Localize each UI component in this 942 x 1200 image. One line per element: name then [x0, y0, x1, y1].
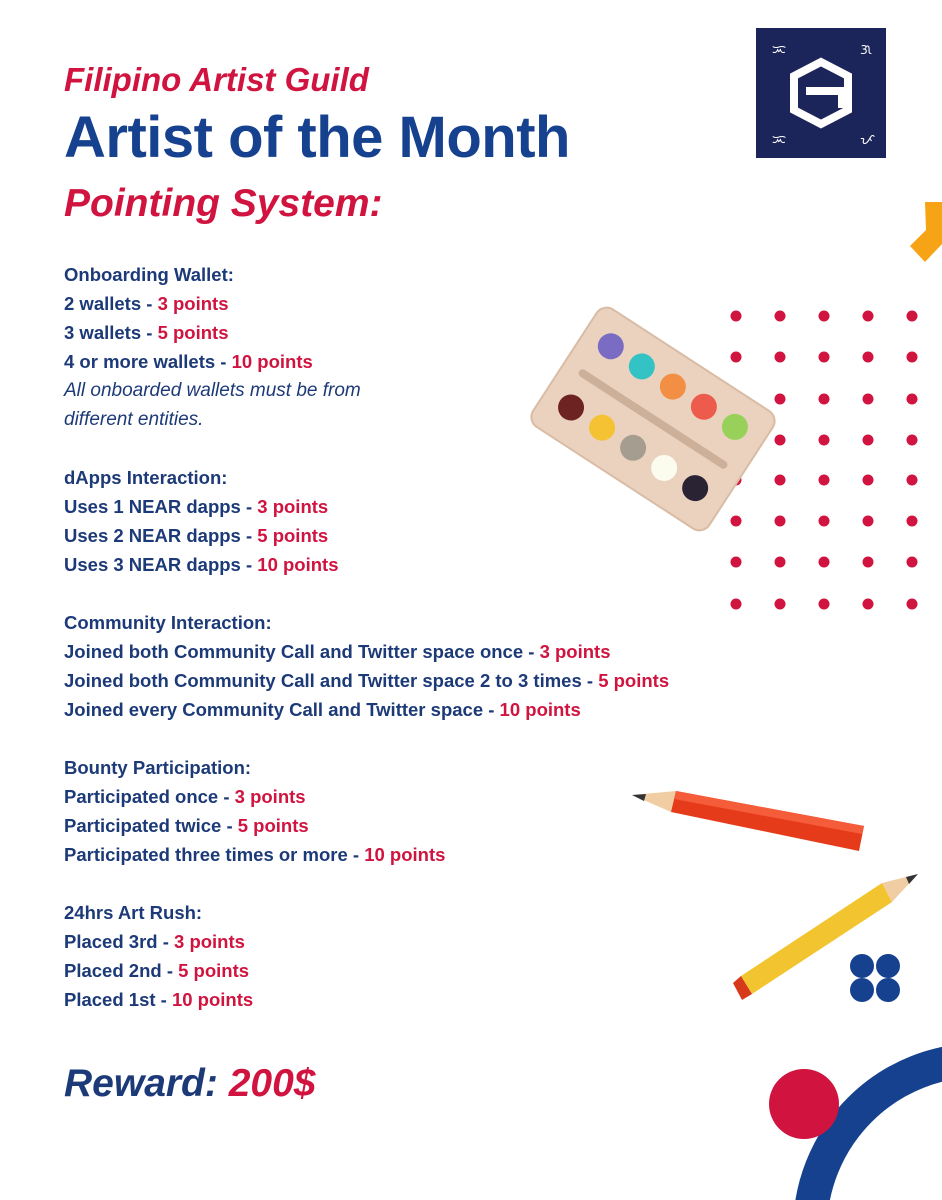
- decorative-dot: [863, 311, 874, 322]
- item-points: 3 points: [539, 641, 611, 662]
- item-label: Placed 3rd -: [64, 931, 175, 952]
- section-heading: Bounty Participation:: [64, 757, 252, 778]
- list-item: [64, 550, 824, 579]
- point-sections: [64, 260, 824, 1043]
- item-label: Joined every Community Call and Twitter space -: [64, 699, 500, 720]
- item-label: Participated once -: [64, 786, 235, 807]
- decorative-dot: [863, 475, 874, 486]
- item-label: Placed 1st -: [64, 989, 172, 1010]
- item-points: 5 points: [178, 960, 250, 981]
- decorative-dot: [907, 352, 918, 363]
- decorative-dot: [907, 435, 918, 446]
- item-points: 10 points: [257, 554, 339, 575]
- subtitle: Pointing System:: [64, 182, 383, 225]
- item-points: 10 points: [231, 351, 313, 372]
- item-label: Joined both Community Call and Twitter space once -: [64, 641, 540, 662]
- item-points: 5 points: [598, 670, 670, 691]
- item-label: 2 wallets -: [64, 293, 158, 314]
- guild-name: Filipino Artist Guild: [64, 61, 369, 98]
- decorative-dot: [907, 394, 918, 405]
- section-community-interaction: [64, 608, 824, 724]
- section-art-rush: [64, 898, 824, 1014]
- decorative-dot: [907, 557, 918, 568]
- decorative-dot: [863, 599, 874, 610]
- item-points: 3 points: [257, 496, 329, 517]
- decorative-dot: [863, 516, 874, 527]
- list-item: [64, 637, 824, 666]
- section-heading: dApps Interaction:: [64, 467, 228, 488]
- item-points: 10 points: [171, 989, 254, 1010]
- reward-amount: 200$: [228, 1062, 316, 1105]
- item-label: Uses 3 NEAR dapps -: [64, 554, 258, 575]
- svg-text:ᜁ: ᜁ: [772, 42, 787, 58]
- list-item: [64, 695, 824, 724]
- chevron-icon: [910, 202, 942, 262]
- item-points: 5 points: [157, 322, 229, 343]
- page-title: Artist of the Month: [64, 105, 570, 170]
- reward-label: Reward:: [64, 1062, 229, 1105]
- decorative-dot: [907, 516, 918, 527]
- list-item: [64, 521, 824, 550]
- svg-text:ᜁ: ᜁ: [772, 132, 787, 148]
- section-dapps-interaction: [64, 463, 824, 579]
- decorative-dot: [907, 599, 918, 610]
- list-item: [64, 347, 824, 376]
- decorative-dot: [863, 352, 874, 363]
- item-points: 10 points: [364, 844, 446, 865]
- section-heading: 24hrs Art Rush:: [64, 902, 203, 923]
- item-points: 5 points: [257, 525, 329, 546]
- item-label: Joined both Community Call and Twitter space 2 to 3 times -: [64, 670, 599, 691]
- decorative-dot: [863, 394, 874, 405]
- list-item: [64, 318, 824, 347]
- list-item: [64, 927, 824, 956]
- reward: [64, 1062, 315, 1106]
- list-item: [64, 782, 824, 811]
- decorative-dot: [863, 557, 874, 568]
- item-points: 10 points: [499, 699, 581, 720]
- item-label: Uses 2 NEAR dapps -: [64, 525, 258, 546]
- section-onboarding-wallet: [64, 260, 824, 434]
- list-item: [64, 492, 824, 521]
- item-label: Participated twice -: [64, 815, 238, 836]
- list-item: [64, 666, 824, 695]
- red-circle-icon: [769, 1069, 839, 1139]
- item-label: Participated three times or more -: [64, 844, 365, 865]
- section-heading: Onboarding Wallet:: [64, 264, 234, 285]
- list-item: [64, 811, 824, 840]
- four-dots-icon: [850, 954, 900, 1002]
- list-item: [64, 985, 824, 1014]
- item-points: 3 points: [157, 293, 229, 314]
- decorative-dot: [907, 311, 918, 322]
- item-points: 5 points: [237, 815, 309, 836]
- item-label: 3 wallets -: [64, 322, 158, 343]
- list-item: [64, 840, 824, 869]
- list-item: [64, 956, 824, 985]
- item-label: Uses 1 NEAR dapps -: [64, 496, 258, 517]
- svg-text:ᜄ: ᜄ: [860, 42, 872, 58]
- decorative-dot: [863, 435, 874, 446]
- item-points: 3 points: [174, 931, 245, 952]
- list-item: [64, 289, 824, 318]
- item-points: 3 points: [234, 786, 306, 807]
- guild-logo-icon: [756, 28, 886, 158]
- item-label: Placed 2nd -: [64, 960, 179, 981]
- section-bounty-participation: [64, 753, 824, 869]
- svg-text:ᜉ: ᜉ: [860, 132, 875, 148]
- section-heading: Community Interaction:: [64, 612, 272, 633]
- section-note: All onboarded wallets must be from: [64, 380, 361, 401]
- item-label: 4 or more wallets -: [64, 351, 232, 372]
- section-note: different entities.: [64, 409, 204, 430]
- decorative-dot: [907, 475, 918, 486]
